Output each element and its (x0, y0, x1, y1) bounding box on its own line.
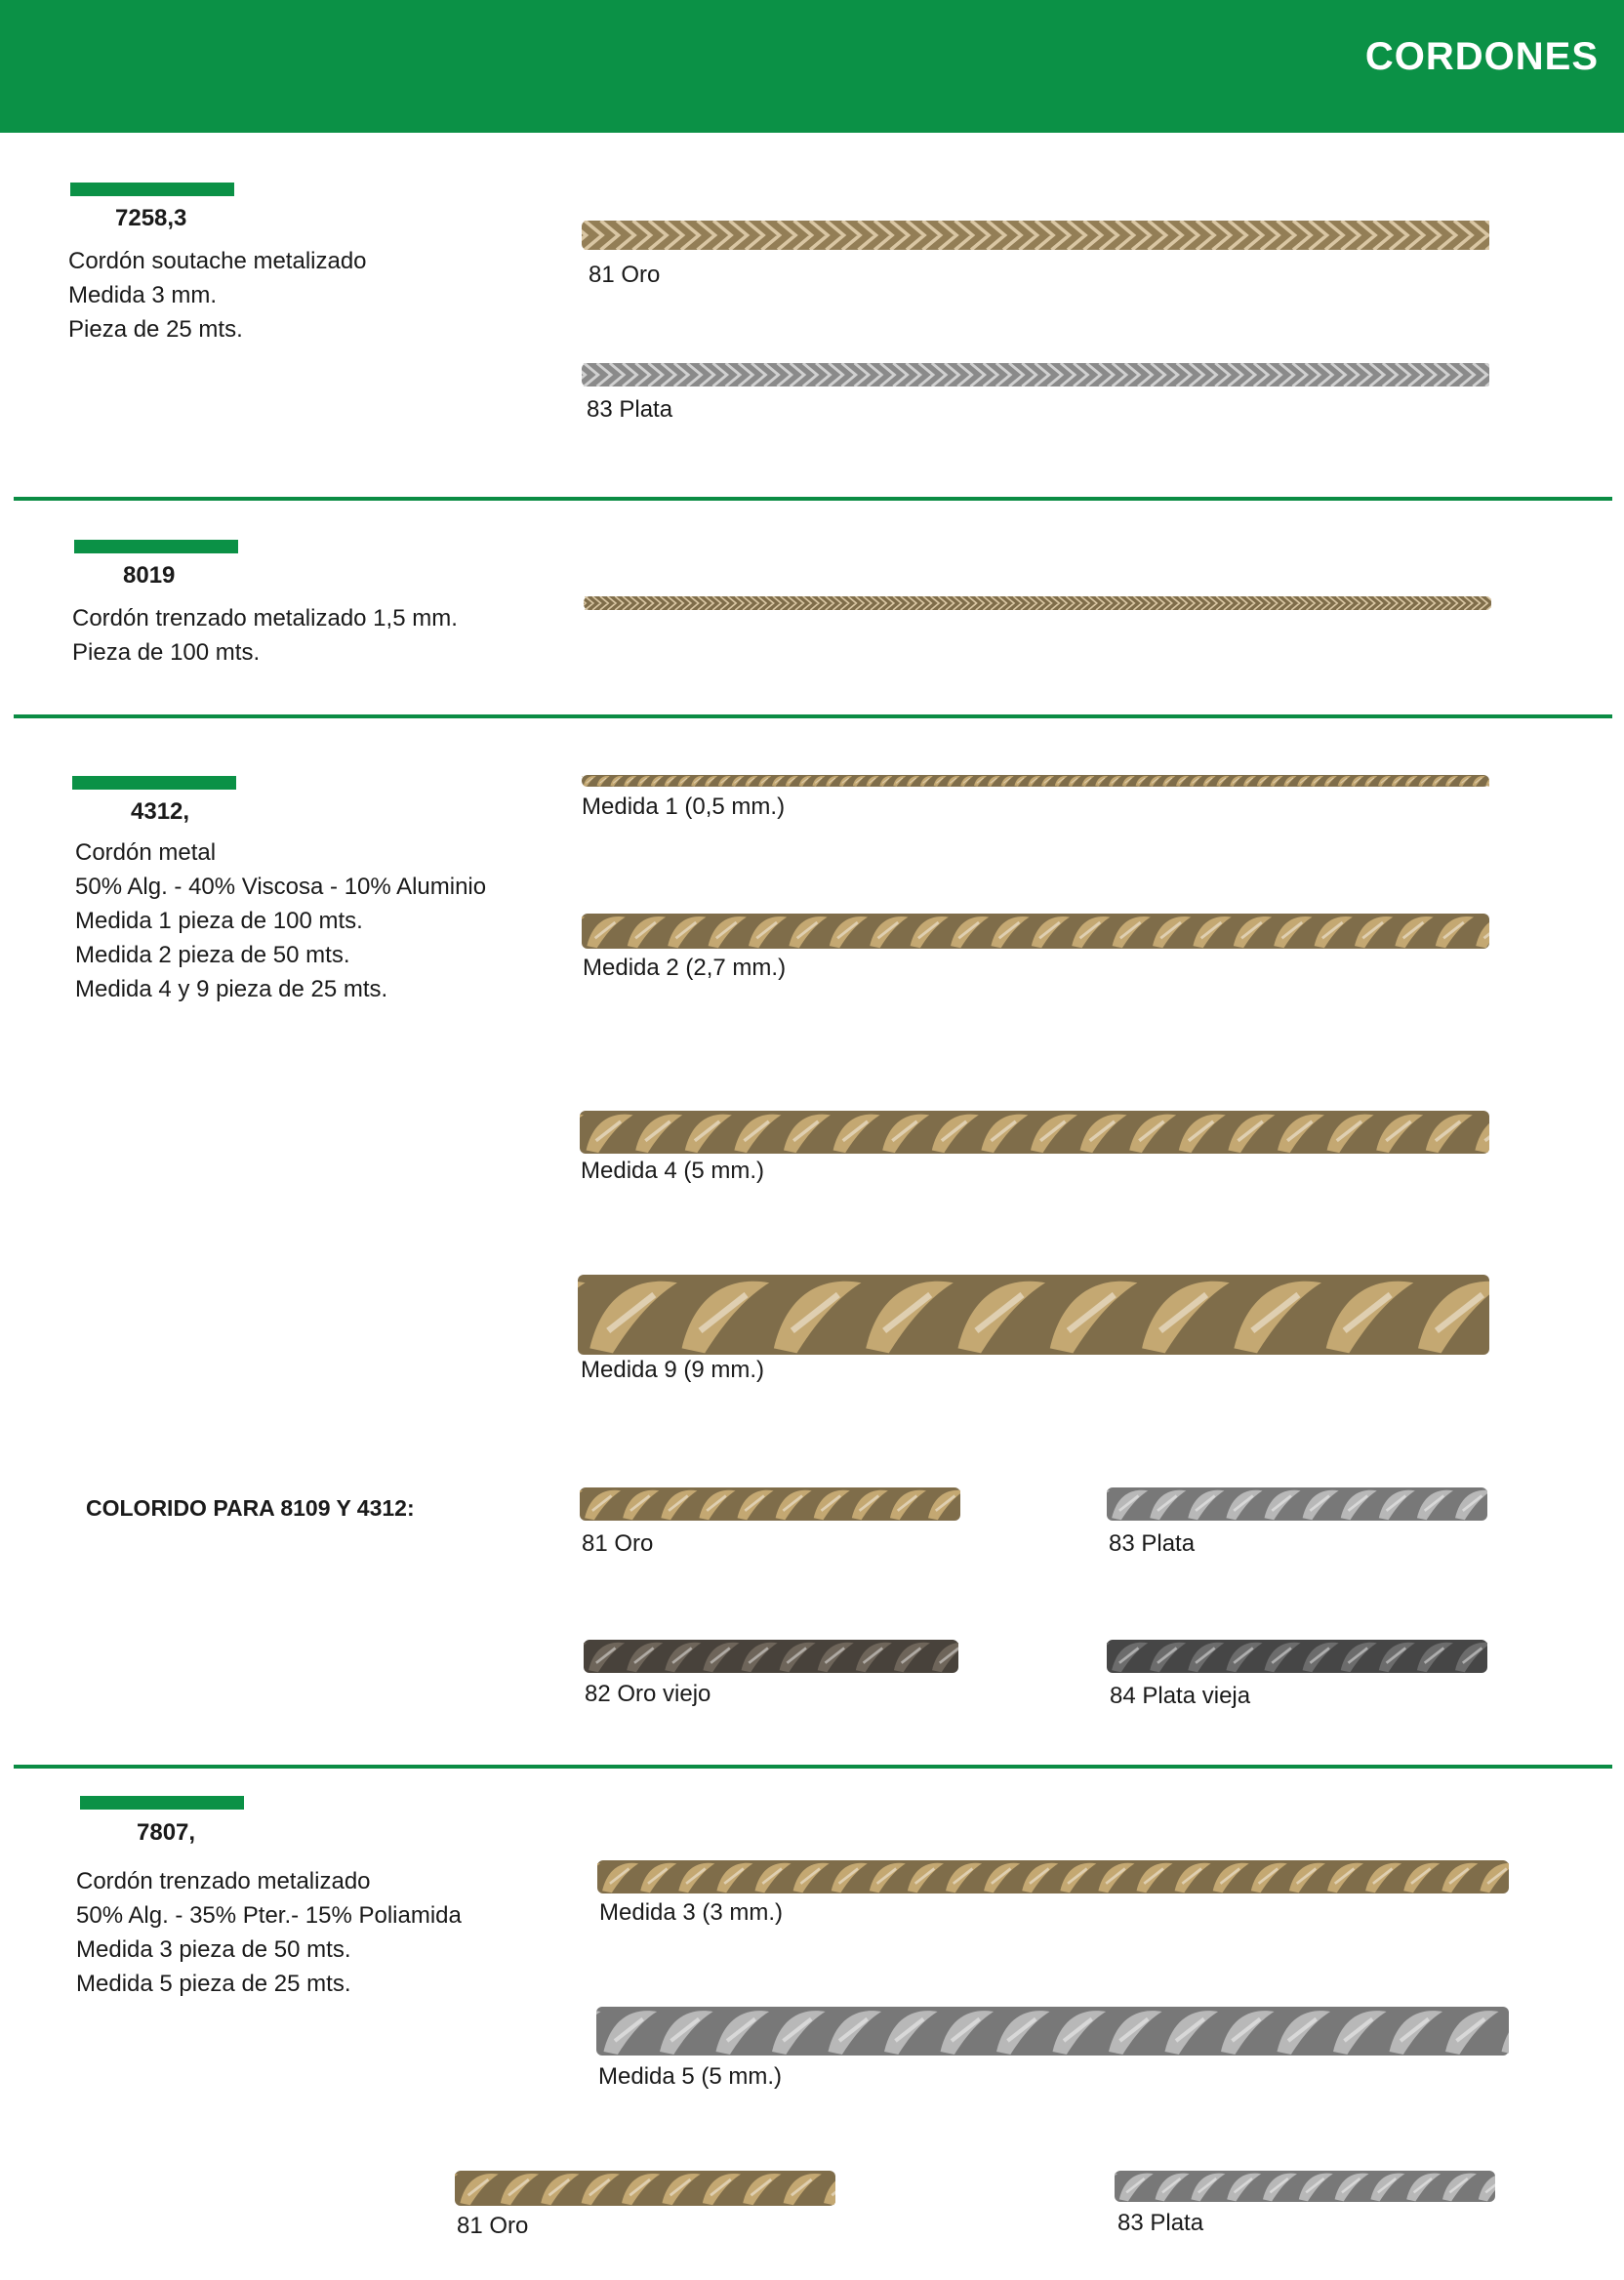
description-line: Medida 4 y 9 pieza de 25 mts. (75, 976, 388, 1002)
cord-label: Medida 3 (3 mm.) (599, 1899, 784, 1926)
color-label: 84 Plata vieja (1110, 1683, 1251, 1709)
soutache-silver-cord-icon (582, 363, 1489, 387)
twisted-silver-cord-icon (1115, 2171, 1495, 2202)
soutache-gold-cord-icon (582, 221, 1489, 250)
product-code: 8019 (123, 562, 176, 589)
color-label: 83 Plata (1117, 2210, 1204, 2236)
cord-label: Medida 1 (0,5 mm.) (582, 794, 786, 820)
twisted-gold-cord-icon (582, 775, 1489, 787)
twisted-old-gold-cord-icon (584, 1640, 958, 1673)
color-label: 83 Plata (1109, 1530, 1196, 1557)
product-description (75, 835, 486, 1006)
cord-label: Medida 9 (9 mm.) (581, 1357, 765, 1383)
color-label: 81 Oro (582, 1530, 654, 1557)
product-description (68, 244, 367, 346)
header-banner (0, 0, 1624, 133)
description-line: Cordón trenzado metalizado 1,5 mm. (72, 605, 458, 631)
description-line: Pieza de 25 mts. (68, 316, 243, 343)
cord-label: 81 Oro (589, 262, 661, 288)
cord-label: Medida 2 (2,7 mm.) (583, 955, 787, 981)
description-line: Pieza de 100 mts. (72, 639, 261, 666)
section-divider (14, 714, 1612, 718)
description-line: Cordón trenzado metalizado (76, 1868, 371, 1894)
twisted-gold-cord-icon (580, 1487, 960, 1521)
cord-label: Medida 4 (5 mm.) (581, 1158, 765, 1184)
description-line: Medida 1 pieza de 100 mts. (75, 908, 363, 934)
color-note: COLORIDO PARA 8109 Y 4312: (86, 1495, 415, 1521)
description-line: Cordón soutache metalizado (68, 248, 367, 274)
description-line: Medida 3 pieza de 50 mts. (76, 1936, 351, 1963)
description-line: 50% Alg. - 35% Pter.- 15% Poliamida (76, 1902, 462, 1929)
section-divider (14, 497, 1612, 501)
product-code: 4312, (131, 798, 190, 825)
twisted-silver-cord-icon (1107, 1487, 1487, 1521)
twisted-gold-cord-icon (597, 1860, 1509, 1893)
cord-label: Medida 5 (5 mm.) (598, 2063, 783, 2090)
description-line: 50% Alg. - 40% Viscosa - 10% Aluminio (75, 874, 487, 900)
cord-label: 83 Plata (587, 396, 673, 423)
description-line: Cordón metal (75, 839, 217, 866)
section-tag-bar (80, 1796, 244, 1810)
twisted-gold-cord-icon (582, 914, 1489, 949)
section-tag-bar (70, 183, 234, 196)
product-code: 7258,3 (115, 205, 187, 231)
product-code: 7807, (137, 1819, 196, 1846)
description-line: Medida 3 mm. (68, 282, 218, 308)
section-tag-bar (72, 776, 236, 790)
description-line: Medida 5 pieza de 25 mts. (76, 1971, 351, 1997)
twisted-silver-cord-icon (596, 2007, 1509, 2056)
twisted-gold-cord-icon (578, 1275, 1489, 1355)
twisted-gold-cord-icon (455, 2171, 835, 2206)
color-label: 81 Oro (457, 2213, 529, 2239)
product-description (76, 1864, 462, 2001)
twisted-gold-cord-icon (580, 1111, 1489, 1154)
product-description (72, 601, 458, 670)
braided-gold-cord-icon (584, 596, 1491, 610)
color-label: 82 Oro viejo (585, 1681, 711, 1707)
section-tag-bar (74, 540, 238, 553)
page-title: CORDONES (1364, 35, 1599, 78)
section-divider (14, 1765, 1612, 1769)
description-line: Medida 2 pieza de 50 mts. (75, 942, 350, 968)
twisted-old-silver-cord-icon (1107, 1640, 1487, 1673)
